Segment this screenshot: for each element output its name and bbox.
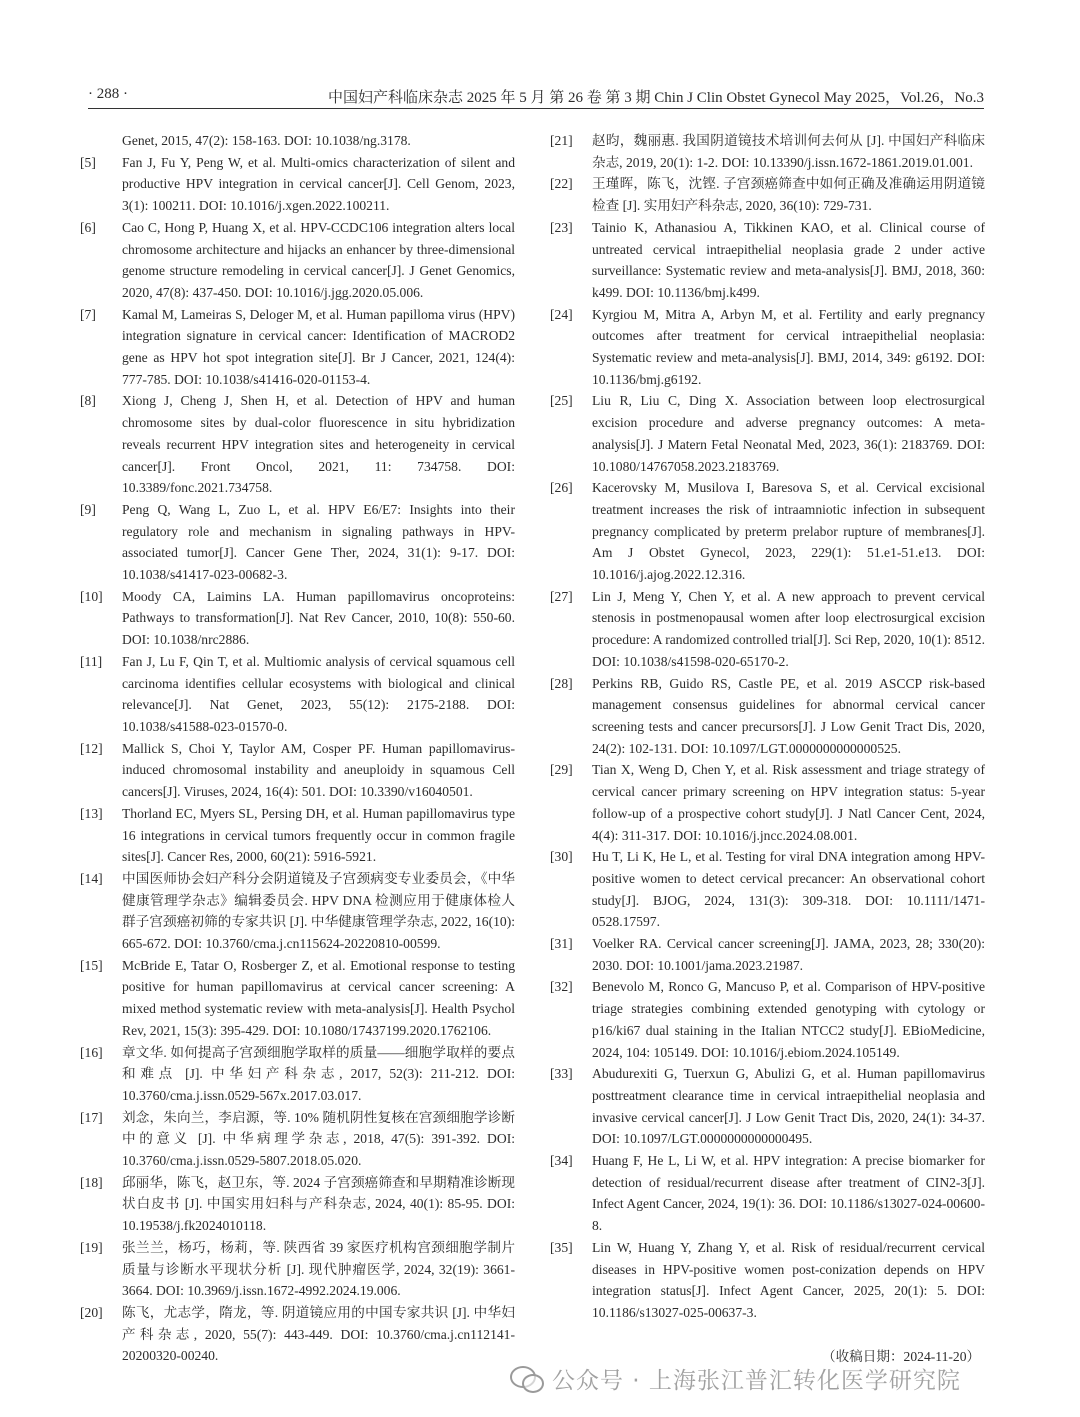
reference-number: [17] <box>80 1109 103 1125</box>
reference-column-left <box>80 130 515 1367</box>
reference-number: [24] <box>550 306 573 322</box>
journal-citation: 中国妇产科临床杂志 2025 年 5 月 第 26 卷 第 3 期 Chin J Clin Obstet Gynecol May 2025，Vol.26，No.3 <box>328 90 984 106</box>
reference-number: [19] <box>80 1239 103 1255</box>
reference-text: Voelker RA. Cervical cancer screening[J]. JAMA, 2023, 28; 330(20): 2030. DOI: 10.1001/jama.2023.21987. <box>592 936 985 973</box>
reference-item <box>80 651 515 738</box>
reference-text: 张兰兰，杨巧，杨莉，等. 陕西省 39 家医疗机构宫颈细胞学制片质量与诊断水平现状分析 [J]. 现代肿瘤医学, 2024, 32(19): 3661-3664. DOI: 10.3969/j.issn.1672-4992.2024.19.006. <box>122 1239 515 1299</box>
running-header <box>88 84 984 109</box>
reference-item <box>80 1107 515 1172</box>
reference-item <box>80 868 515 955</box>
reference-number: [15] <box>80 957 103 973</box>
reference-text: Cao C, Hong P, Huang X, et al. HPV-CCDC106 integration alters local chromosome architecture and hijacks an enhancer by three-dimensional genome structure remodeling in cervical cancer[J]. J Genet Genomics, 2020, 47(8): 437-450. DOI: 10.1016/j.jgg.2020.05.006. <box>122 219 515 300</box>
reference-number: [7] <box>80 306 96 322</box>
reference-number: [21] <box>550 133 573 148</box>
reference-text: Lin W, Huang Y, Zhang Y, et al. Risk of residual/recurrent cervical diseases in HPV-positive women post-conization depends on HPV integration status[J]. Infect Agent Cancer, 2025, 20(1): 5. DOI: 10.1186/s13027-025-00637-3. <box>592 1239 985 1320</box>
reference-item <box>80 152 515 217</box>
reference-column-right <box>550 130 985 1324</box>
reference-number: [9] <box>80 501 96 517</box>
reference-number: [6] <box>80 219 96 235</box>
reference-item <box>550 846 985 933</box>
reference-number: [33] <box>550 1066 573 1082</box>
reference-text: Kyrgiou M, Mitra A, Arbyn M, et al. Fertility and early pregnancy outcomes after treatment for cervical intraepithelial neoplasia: Systematic review and meta-analysis[J]. BMJ, 2014, 349: g6192. DOI: 10.1136/bmj.g6192. <box>592 306 985 387</box>
received-date: （收稿日期：2024-11-20） <box>822 1349 981 1364</box>
reference-item <box>80 304 515 391</box>
reference-item <box>550 173 985 216</box>
reference-text: 王瑾晖，陈飞，沈铿. 子宫颈癌筛查中如何正确及准确运用阴道镜检查 [J]. 实用妇产科杂志, 2020, 36(10): 729-731. <box>592 176 985 214</box>
reference-item <box>80 586 515 651</box>
reference-number: [14] <box>80 870 103 886</box>
reference-number: [29] <box>550 762 573 778</box>
reference-text: McBride E, Tatar O, Rosberger Z, et al. Emotional response to testing positive for human papillomavirus at cervical cancer screening: A mixed method systematic review with meta-analysis[J]. Health Psychol Rev, 2021, 15(3): 395-429. DOI: 10.1080/17437199.2020.1762106. <box>122 957 515 1038</box>
reference-text: Hu T, Li K, He L, et al. Testing for viral DNA integration among HPV-positive women to detect cervical precancer: An observational cohort study[J]. BJOG, 2024, 131(3): 309-318. DOI: 10.1111/1471-0528.17597. <box>592 849 985 930</box>
reference-item <box>550 1237 985 1324</box>
reference-text: 赵昀，魏丽惠. 我国阴道镜技术培训何去何从 [J]. 中国妇产科临床杂志, 2019, 20(1): 1-2. DOI: 10.13390/j.issn.1672-1861.2019.01.001. <box>592 133 985 170</box>
reference-text: Kacerovsky M, Musilova I, Baresova S, et al. Cervical excisional treatment increases the risk of intraamniotic infection in subsequent pregnancy complicated by preterm prelabor rupture of membranes[J]. Am J Obstet Gynecol, 2023, 229(1): 51.e1-51.e13. DOI: 10.1016/j.ajog.2022.12.316. <box>592 480 985 583</box>
reference-number: [35] <box>550 1239 573 1255</box>
reference-item <box>80 499 515 586</box>
reference-number: [28] <box>550 675 573 691</box>
reference-number: [8] <box>80 393 96 409</box>
reference-number: [34] <box>550 1153 573 1169</box>
reference-number: [16] <box>80 1044 103 1060</box>
reference-item <box>550 976 985 1063</box>
reference-text: Liu R, Liu C, Ding X. Association between loop electrosurgical excision procedure and adverse pregnancy outcomes: A meta-analysis[J]. J Matern Fetal Neonatal Med, 2023, 36(1): 2183769. DOI: 10.1080/14767058.2023.2183769. <box>592 393 985 474</box>
reference-text: Huang F, He L, Li W, et al. HPV integration: A precise biomarker for detection of residual/recurrent disease after treatment of CIN2-3[J]. Infect Agent Cancer, 2024, 19(1): 36. DOI: 10.1186/s13027-024-00600-8. <box>592 1153 985 1234</box>
reference-item <box>80 217 515 304</box>
reference-item <box>80 1237 515 1302</box>
reference-item <box>80 1042 515 1107</box>
reference-number: [12] <box>80 740 103 756</box>
reference-text: Kamal M, Lameiras S, Deloger M, et al. Human papilloma virus (HPV) integration signature in cervical cancer: Identification of MACROD2 gene as HPV hot spot integration site[J]. Br J Cancer, 2021, 124(4): 777-785. DOI: 10.1038/s41416-020-01153-4. <box>122 306 515 387</box>
reference-text: 中国医师协会妇产科分会阴道镜及子宫颈病变专业委员会，《中华健康管理学杂志》编辑委员会. HPV DNA 检测应用于健康体检人群子宫颈癌初筛的专家共识 [J]. 中华健康管理学杂志, 2022, 16(10): 665-672. DOI: 10.3760/cma.j.cn115624-20220810-00599. <box>122 870 515 952</box>
reference-text: 邱丽华，陈飞，赵卫东，等. 2024 子宫颈癌筛查和早期精准诊断现状白皮书 [J]. 中国实用妇科与产科杂志, 2024, 40(1): 85-95. DOI: 10.19538/j.fk2024010118. <box>122 1174 515 1234</box>
wechat-icon <box>510 1364 544 1392</box>
reference-text: Benevolo M, Ronco G, Mancuso P, et al. Comparison of HPV-positive triage strategies combining extended genotyping with cytology or p16/ki67 dual staining in the Italian NTCC2 study[J]. EBioMedicine, 2024, 104: 105149. DOI: 10.1016/j.ebiom.2024.105149. <box>592 979 985 1060</box>
reference-item <box>80 1302 515 1367</box>
reference-number: [27] <box>550 588 573 604</box>
reference-number: [23] <box>550 219 573 235</box>
reference-text: Peng Q, Wang L, Zuo L, et al. HPV E6/E7: Insights into their regulatory role and mechanism in signaling pathways in HPV-associated tumor[J]. Cancer Gene Ther, 2024, 31(1): 9-17. DOI: 10.1038/s41417-023-00682-3. <box>122 501 515 583</box>
reference-text: Fan J, Fu Y, Peng W, et al. Multi-omics characterization of silent and productive HPV integration in cervical cancer[J]. Cell Genom, 2023, 3(1): 100211. DOI: 10.1016/j.xgen.2022.100211. <box>122 154 515 214</box>
reference-text: Mallick S, Choi Y, Taylor AM, Cosper PF. Human papillomavirus-induced chromosomal instability and aneuploidy in squamous Cell cancers[J]. Viruses, 2024, 16(4): 501. DOI: 10.3390/v16040501. <box>122 740 515 800</box>
reference-text: Perkins RB, Guido RS, Castle PE, et al. 2019 ASCCP risk-based management consensus guidelines for abnormal cervical cancer screening tests and cancer precursors[J]. J Low Genit Tract Dis, 2020, 24(2): 102-131. DOI: 10.1097/LGT.0000000000000525. <box>592 675 985 756</box>
reference-text: Fan J, Lu F, Qin T, et al. Multiomic analysis of cervical squamous cell carcinoma identifies cellular ecosystems with biological and clinical relevance[J]. Nat Genet, 2023, 55(12): 2175-2188. DOI: 10.1038/s41588-023-01570-0. <box>122 653 515 734</box>
reference-item <box>80 390 515 499</box>
reference-item <box>80 130 515 152</box>
reference-item <box>550 1063 985 1150</box>
reference-number: [18] <box>80 1174 103 1190</box>
reference-item <box>550 217 985 304</box>
reference-number: [10] <box>80 588 103 604</box>
reference-number: [25] <box>550 393 573 409</box>
reference-item <box>550 933 985 976</box>
reference-item <box>550 304 985 391</box>
reference-text: 陈飞，尤志学，隋龙，等. 阴道镜应用的中国专家共识 [J]. 中华妇产科杂志, 2020, 55(7): 443-449. DOI: 10.3760/cma.j.cn112141-20200320-00240. <box>122 1304 515 1364</box>
reference-number: [22] <box>550 176 573 192</box>
reference-number: [20] <box>80 1304 103 1320</box>
reference-item <box>550 130 985 173</box>
reference-text: Tainio K, Athanasiou A, Tikkinen KAO, et al. Clinical course of untreated cervical intraepithelial neoplasia grade 2 under active surveillance: Systematic review and meta-analysis[J]. BMJ, 2018, 360: k499. DOI: 10.1136/bmj.k499. <box>592 219 985 300</box>
reference-text: Lin J, Meng Y, Chen Y, et al. A new approach to prevent cervical stenosis in postmenopausal women after loop electrosurgical excision procedure: A randomized controlled trial[J]. Sci Rep, 2020, 10(1): 8512. DOI: 10.1038/s41598-020-65170-2. <box>592 588 985 669</box>
reference-item <box>550 673 985 760</box>
reference-number: [11] <box>80 653 103 669</box>
reference-text: Xiong J, Cheng J, Shen H, et al. Detection of HPV and human chromosome sites by dual-color fluorescence in situ hybridization reveals recurrent HPV integration sites and heterogeneity in cervical cancer[J]. Front Oncol, 2021, 11: 734758. DOI: 10.3389/fonc.2021.734758. <box>122 393 515 496</box>
reference-item <box>550 586 985 673</box>
reference-item <box>80 955 515 1042</box>
reference-item <box>80 738 515 803</box>
reference-number: [26] <box>550 480 573 496</box>
reference-item <box>550 759 985 846</box>
reference-item <box>550 1150 985 1237</box>
reference-text: Tian X, Weng D, Chen Y, et al. Risk assessment and triage strategy of cervical cancer primary screening on HPV integration status: 5-year follow-up of a prospective cohort study[J]. J Natl Cancer Cent, 2024, 4(4): 311-317. DOI: 10.1016/j.jncc.2024.08.001. <box>592 762 985 843</box>
reference-text: Abudurexiti G, Tuerxun G, Abulizi G, et al. Human papillomavirus posttreatment clearance time in cervical intraepithelial neoplasia and invasive cervical cancer[J]. J Low Genit Tract Dis, 2020, 24(1): 34-37. DOI: 10.1097/LGT.0000000000000495. <box>592 1066 985 1147</box>
reference-text: Genet, 2015, 47(2): 158-163. DOI: 10.1038/ng.3178. <box>122 133 411 148</box>
reference-number: [13] <box>80 805 103 821</box>
reference-number: [30] <box>550 849 573 865</box>
reference-item <box>80 1172 515 1237</box>
watermark-text: 公众号 · 上海张江普汇转化医学研究院 <box>552 1367 961 1394</box>
reference-text: 刘念，朱向兰，李启源，等. 10% 随机阴性复核在宫颈细胞学诊断中的意义 [J]. 中华病理学杂志, 2018, 47(5): 391-392. DOI: 10.3760/cma.j.issn.0529-5807.2018.05.020. <box>122 1109 515 1169</box>
reference-item <box>550 477 985 586</box>
reference-text: Thorland EC, Myers SL, Persing DH, et al. Human papillomavirus type 16 integrations in cervical tumors frequently occur in common fragile sites[J]. Cancer Res, 2000, 60(21): 5916-5921. <box>122 805 515 865</box>
reference-number: [31] <box>550 936 573 952</box>
reference-text: Moody CA, Laimins LA. Human papillomavirus oncoproteins: Pathways to transformation[J]. Nat Rev Cancer, 2010, 10(8): 550-60. DOI: 10.1038/nrc2886. <box>122 588 515 648</box>
reference-item <box>80 803 515 868</box>
watermark <box>510 1358 1050 1398</box>
reference-text: 章文华. 如何提高子宫颈细胞学取样的质量——细胞学取样的要点和难点 [J]. 中华妇产科杂志, 2017, 52(3): 211-212. DOI: 10.3760/cma.j.issn.0529-567x.2017.03.017. <box>122 1044 515 1103</box>
reference-number: [5] <box>80 154 96 170</box>
reference-item <box>550 390 985 477</box>
page-number: · 288 · <box>88 86 128 102</box>
reference-number: [32] <box>550 979 573 995</box>
